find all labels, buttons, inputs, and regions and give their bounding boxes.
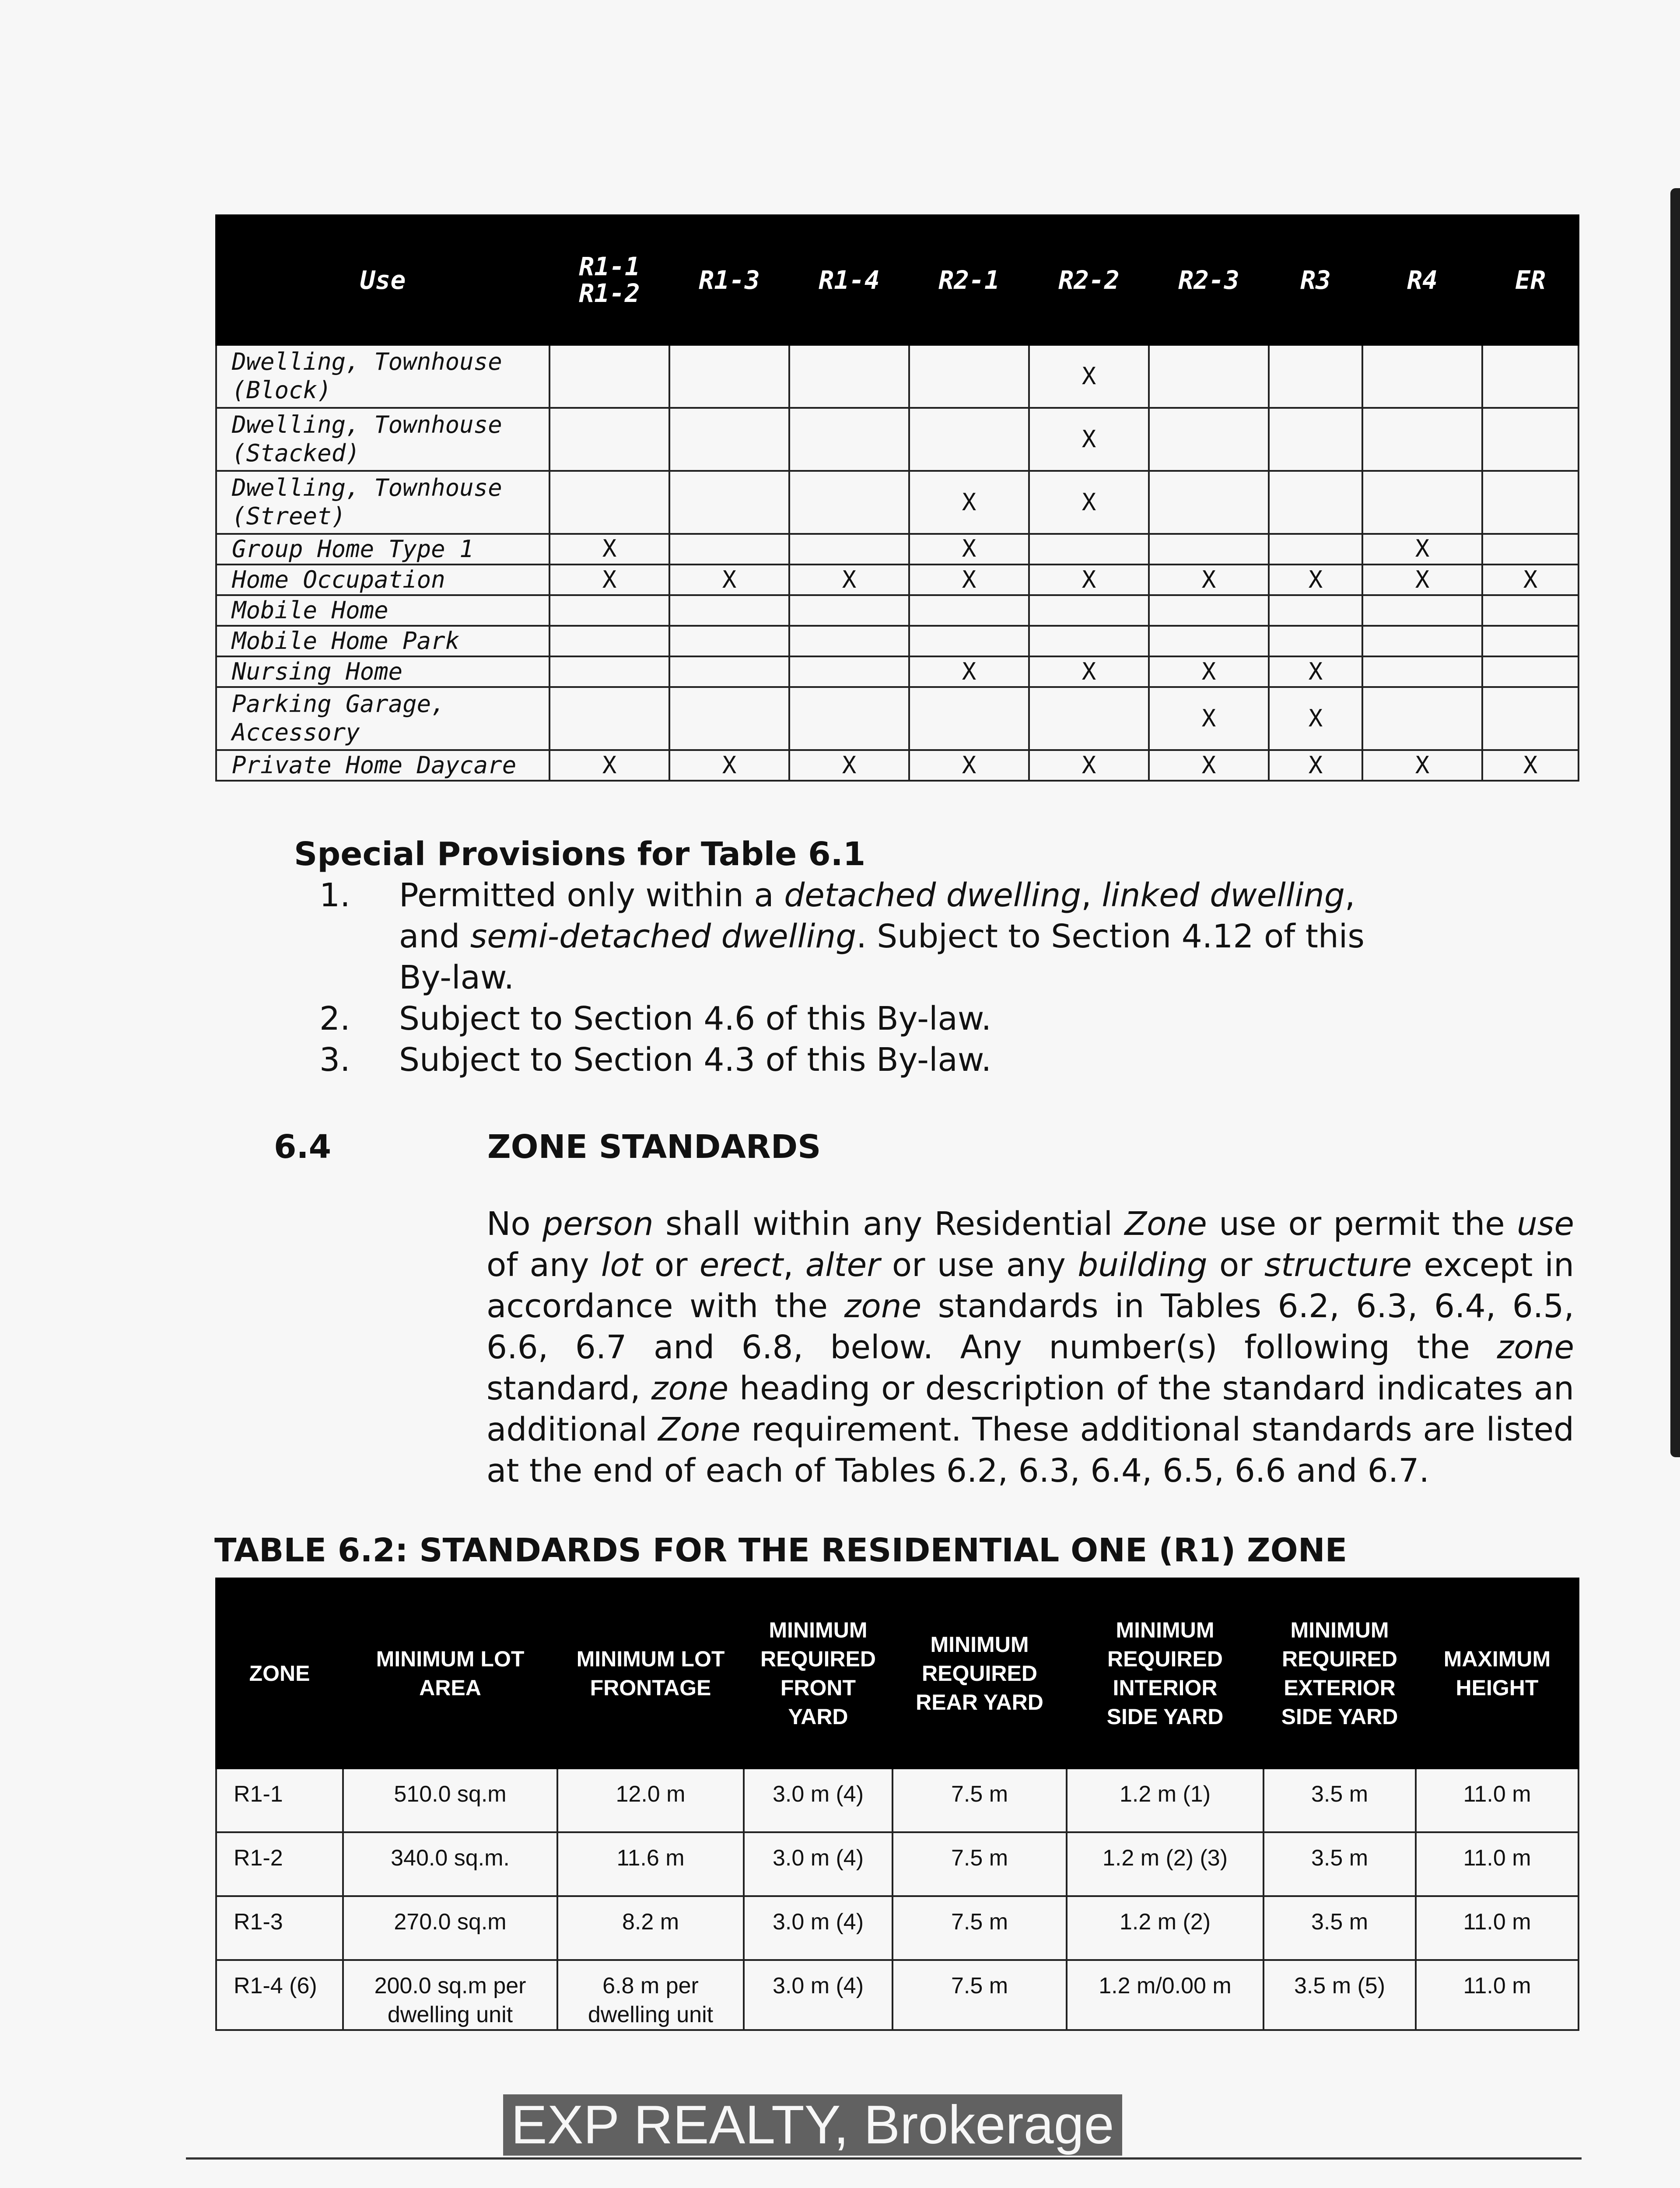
table-row bbox=[216, 471, 1578, 534]
edge-scrollbar[interactable] bbox=[1670, 188, 1680, 1457]
provision-number: 3. bbox=[319, 1041, 350, 1079]
header-cell: Use bbox=[216, 215, 550, 345]
permission-cell bbox=[550, 345, 669, 408]
standard-cell bbox=[1416, 1960, 1578, 2030]
zone-cell bbox=[216, 1768, 343, 1832]
header-label: FRONTAGE bbox=[590, 1676, 711, 1700]
use-label: Nursing Home bbox=[232, 657, 403, 685]
use-label: Dwelling, Townhouse bbox=[232, 474, 502, 502]
use-label: Private Home Daycare bbox=[232, 751, 517, 779]
permission-cell bbox=[1269, 408, 1362, 471]
header-cell bbox=[744, 1578, 892, 1768]
table-row bbox=[216, 626, 1578, 656]
standard-cell bbox=[343, 1768, 557, 1832]
permission-cell bbox=[1149, 595, 1269, 626]
permission-cell bbox=[909, 687, 1029, 750]
standard-cell bbox=[1067, 1960, 1264, 2030]
header-cell: R1-3 bbox=[669, 215, 789, 345]
permission-cell bbox=[789, 687, 909, 750]
zone-standards-table bbox=[215, 1578, 1579, 2031]
permission-cell bbox=[1149, 345, 1269, 408]
header-label: MINIMUM bbox=[1116, 1618, 1214, 1642]
standard-cell bbox=[892, 1896, 1067, 1960]
permission-cell: X bbox=[1269, 750, 1362, 781]
permission-cell bbox=[1149, 408, 1269, 471]
table-row bbox=[216, 1768, 1578, 1832]
text-run: use or permit the bbox=[1207, 1205, 1517, 1243]
permission-cell: X bbox=[1269, 656, 1362, 687]
permission-cell bbox=[1149, 471, 1269, 534]
permission-cell bbox=[669, 687, 789, 750]
permission-cell bbox=[1362, 595, 1482, 626]
header-label: MINIMUM LOT bbox=[376, 1647, 525, 1671]
permission-cell bbox=[550, 471, 669, 534]
permission-cell bbox=[1362, 345, 1482, 408]
permission-cell bbox=[1029, 534, 1149, 565]
permission-cell bbox=[789, 626, 909, 656]
permission-cell bbox=[909, 626, 1029, 656]
text-run: . Subject to Section 4.12 of this bbox=[856, 918, 1365, 955]
permission-cell: X bbox=[909, 471, 1029, 534]
text-run: No bbox=[486, 1205, 542, 1243]
header-cell bbox=[1416, 1578, 1578, 1768]
permission-cell: X bbox=[550, 534, 669, 565]
use-label: (Stacked) bbox=[232, 439, 360, 467]
permission-cell: X bbox=[1149, 565, 1269, 595]
permission-cell bbox=[789, 656, 909, 687]
permission-cell bbox=[909, 408, 1029, 471]
header-cell: R3 bbox=[1269, 215, 1362, 345]
header-cell: R4 bbox=[1362, 215, 1482, 345]
table-row bbox=[216, 1832, 1578, 1896]
permission-cell bbox=[1029, 626, 1149, 656]
use-label: (Street) bbox=[232, 502, 346, 530]
permission-cell bbox=[1482, 345, 1578, 408]
permission-cell bbox=[1482, 534, 1578, 565]
cell-value: 3.0 m (4) bbox=[772, 1909, 864, 1935]
permission-cell bbox=[550, 687, 669, 750]
permission-cell bbox=[1482, 595, 1578, 626]
cell-value: 1.2 m (2) (3) bbox=[1102, 1845, 1228, 1871]
standard-cell bbox=[557, 1768, 744, 1832]
cell-value: dwelling unit bbox=[387, 2002, 513, 2027]
standard-cell bbox=[744, 1832, 892, 1896]
permission-cell: X bbox=[1482, 750, 1578, 781]
permission-cell bbox=[789, 345, 909, 408]
cell-value: 3.0 m (4) bbox=[772, 1845, 864, 1871]
text-run: heading or description of the standard indicates an additional bbox=[486, 1370, 1575, 1448]
use-cell bbox=[216, 534, 550, 565]
permission-cell bbox=[789, 534, 909, 565]
header-label: MAXIMUM bbox=[1443, 1647, 1551, 1671]
permission-cell bbox=[1482, 656, 1578, 687]
table-row bbox=[216, 750, 1578, 781]
permission-cell: X bbox=[1029, 750, 1149, 781]
permission-cell: X bbox=[1029, 656, 1149, 687]
header-label: EXTERIOR bbox=[1284, 1676, 1396, 1700]
use-cell bbox=[216, 565, 550, 595]
use-label: Home Occupation bbox=[232, 565, 445, 593]
provisions-title: Special Provisions for Table 6.1 bbox=[294, 835, 866, 873]
zone-cell bbox=[216, 1896, 343, 1960]
cell-value: 11.0 m bbox=[1463, 1781, 1531, 1807]
text-run: standards in Tables 6.2, 6.3, 6.4, 6.5, 6.6, 6.7 and 6.8, below. Any number(s) following the bbox=[486, 1287, 1574, 1366]
cell-value: R1-4 (6) bbox=[234, 1973, 317, 1999]
permission-cell: X bbox=[1269, 687, 1362, 750]
table-row bbox=[216, 1960, 1578, 2030]
table-row bbox=[216, 565, 1578, 595]
permission-cell bbox=[789, 408, 909, 471]
text-run: requirement. These additional standards are listed at the end of each of Tables 6.2, 6.3, 6.4, 6.5, 6.6 and 6.7. bbox=[486, 1411, 1574, 1490]
text-run: or bbox=[642, 1246, 700, 1284]
permission-cell bbox=[1362, 471, 1482, 534]
permission-cell: X bbox=[1149, 750, 1269, 781]
use-label: Mobile Home Park bbox=[232, 627, 460, 655]
defined-term: erect bbox=[699, 1246, 783, 1284]
header-label: REQUIRED bbox=[1107, 1647, 1223, 1671]
brokerage-watermark: EXP REALTY, Brokerage bbox=[503, 2094, 1122, 2156]
standard-cell bbox=[744, 1960, 892, 2030]
use-cell bbox=[216, 687, 550, 750]
footer-divider bbox=[186, 2157, 1582, 2160]
text-run: , bbox=[783, 1246, 805, 1284]
defined-term: Zone bbox=[658, 1411, 741, 1448]
permission-cell: X bbox=[1149, 687, 1269, 750]
defined-term: zone bbox=[651, 1370, 729, 1407]
permission-cell: X bbox=[1362, 565, 1482, 595]
defined-term: person bbox=[542, 1205, 654, 1243]
permission-cell: X bbox=[1029, 565, 1149, 595]
permission-cell bbox=[669, 408, 789, 471]
table-6-2-title: TABLE 6.2: STANDARDS FOR THE RESIDENTIAL ONE (R1) ZONE bbox=[214, 1532, 1348, 1569]
permission-cell bbox=[909, 345, 1029, 408]
permission-cell bbox=[1269, 626, 1362, 656]
cell-value: R1-3 bbox=[234, 1909, 283, 1935]
header-label: SIDE YARD bbox=[1106, 1704, 1224, 1729]
cell-value: R1-2 bbox=[234, 1845, 283, 1871]
cell-value: 7.5 m bbox=[951, 1781, 1008, 1807]
header-label: REQUIRED bbox=[760, 1647, 876, 1671]
defined-term: structure bbox=[1264, 1246, 1412, 1284]
header-label: R1-1 bbox=[579, 252, 640, 282]
header-label: R1-2 bbox=[579, 278, 640, 308]
use-label: Parking Garage, bbox=[232, 690, 445, 718]
header-cell bbox=[892, 1578, 1067, 1768]
standard-cell bbox=[1264, 1768, 1416, 1832]
header-cell bbox=[343, 1578, 557, 1768]
cell-value: 270.0 sq.m bbox=[394, 1909, 507, 1935]
permission-cell: X bbox=[550, 565, 669, 595]
use-cell bbox=[216, 345, 550, 408]
table-row bbox=[216, 345, 1578, 408]
use-cell bbox=[216, 595, 550, 626]
permission-cell bbox=[1269, 471, 1362, 534]
permission-cell bbox=[1269, 345, 1362, 408]
use-cell bbox=[216, 656, 550, 687]
standard-cell bbox=[744, 1768, 892, 1832]
permission-cell: X bbox=[1029, 345, 1149, 408]
permission-cell bbox=[550, 656, 669, 687]
permission-cell bbox=[550, 408, 669, 471]
standard-cell bbox=[892, 1960, 1067, 2030]
standard-cell bbox=[1264, 1832, 1416, 1896]
permission-cell: X bbox=[1149, 656, 1269, 687]
cell-value: 3.0 m (4) bbox=[772, 1781, 864, 1807]
defined-term: semi-detached dwelling bbox=[470, 918, 857, 955]
permission-cell: X bbox=[1482, 565, 1578, 595]
standard-cell bbox=[557, 1896, 744, 1960]
text-run: except in accordance with the bbox=[486, 1246, 1575, 1325]
permission-cell: X bbox=[550, 750, 669, 781]
permission-cell bbox=[1362, 408, 1482, 471]
permission-cell bbox=[550, 595, 669, 626]
text-run: By-law. bbox=[399, 959, 514, 996]
permitted-uses-table bbox=[215, 214, 1579, 782]
defined-term: zone bbox=[844, 1287, 922, 1325]
text-run: of any bbox=[486, 1246, 601, 1284]
standard-cell bbox=[1067, 1896, 1264, 1960]
cell-value: 11.0 m bbox=[1463, 1909, 1531, 1935]
standard-cell bbox=[1067, 1768, 1264, 1832]
cell-value: 1.2 m (2) bbox=[1119, 1909, 1211, 1935]
permission-cell bbox=[789, 471, 909, 534]
permission-cell bbox=[789, 595, 909, 626]
cell-value: 340.0 sq.m. bbox=[391, 1845, 510, 1871]
provision-text bbox=[399, 875, 1414, 998]
permission-cell: X bbox=[909, 534, 1029, 565]
permission-cell: X bbox=[789, 750, 909, 781]
use-label: (Block) bbox=[232, 376, 332, 404]
use-label: Dwelling, Townhouse bbox=[232, 348, 502, 376]
permission-cell bbox=[669, 345, 789, 408]
cell-value: R1-1 bbox=[234, 1781, 283, 1807]
permission-cell bbox=[1482, 626, 1578, 656]
header-cell: R1-4 bbox=[789, 215, 909, 345]
permission-cell bbox=[1149, 626, 1269, 656]
table-row bbox=[216, 534, 1578, 565]
special-provisions bbox=[294, 834, 1414, 1080]
header-cell: R2-2 bbox=[1029, 215, 1149, 345]
cell-value: 12.0 m bbox=[616, 1781, 686, 1807]
permission-cell: X bbox=[909, 656, 1029, 687]
defined-term: lot bbox=[601, 1246, 643, 1284]
cell-value: 6.8 m per bbox=[602, 1973, 699, 1999]
text-run: or use any bbox=[880, 1246, 1078, 1284]
cell-value: 1.2 m (1) bbox=[1119, 1781, 1211, 1807]
header-label: FRONT bbox=[780, 1676, 856, 1700]
permission-cell bbox=[1149, 534, 1269, 565]
defined-term: use bbox=[1517, 1205, 1574, 1243]
header-cell bbox=[216, 1578, 343, 1768]
text-run: shall within any Residential bbox=[653, 1205, 1125, 1243]
permission-cell: X bbox=[1269, 565, 1362, 595]
cell-value: 200.0 sq.m per bbox=[374, 1973, 526, 1999]
provision-text: Subject to Section 4.6 of this By-law. bbox=[399, 1000, 992, 1038]
standard-cell bbox=[1067, 1832, 1264, 1896]
header-label: MINIMUM LOT bbox=[576, 1647, 725, 1671]
section-paragraph bbox=[486, 1203, 1574, 1491]
permission-cell bbox=[909, 595, 1029, 626]
defined-term: detached dwelling bbox=[784, 877, 1082, 914]
permission-cell: X bbox=[1362, 534, 1482, 565]
header-label: MINIMUM bbox=[930, 1632, 1029, 1657]
permission-cell: X bbox=[909, 565, 1029, 595]
header-label: INTERIOR bbox=[1113, 1676, 1218, 1700]
permission-cell bbox=[1362, 687, 1482, 750]
section-title: ZONE STANDARDS bbox=[487, 1128, 821, 1166]
header-label: REQUIRED bbox=[922, 1661, 1037, 1686]
header-label: MINIMUM bbox=[769, 1618, 868, 1642]
permission-cell bbox=[669, 656, 789, 687]
permission-cell: X bbox=[669, 750, 789, 781]
cell-value: 7.5 m bbox=[951, 1973, 1008, 1999]
provision-item bbox=[294, 998, 1414, 1039]
cell-value: 3.5 m (5) bbox=[1294, 1973, 1386, 1999]
standard-cell bbox=[744, 1896, 892, 1960]
permission-cell bbox=[1362, 656, 1482, 687]
standard-cell bbox=[1264, 1960, 1416, 2030]
cell-value: dwelling unit bbox=[588, 2002, 714, 2027]
header-cell bbox=[550, 215, 669, 345]
provision-item bbox=[294, 1039, 1414, 1080]
zone-cell bbox=[216, 1960, 343, 2030]
provision-number: 1. bbox=[319, 877, 350, 914]
provision-item bbox=[294, 875, 1414, 998]
defined-term: building bbox=[1078, 1246, 1208, 1284]
use-label: Mobile Home bbox=[232, 596, 388, 624]
defined-term: alter bbox=[805, 1246, 880, 1284]
use-cell bbox=[216, 471, 550, 534]
permission-cell bbox=[1029, 595, 1149, 626]
header-label: AREA bbox=[419, 1676, 481, 1700]
cell-value: 3.0 m (4) bbox=[772, 1973, 864, 1999]
header-label: HEIGHT bbox=[1456, 1676, 1539, 1700]
permission-cell bbox=[669, 471, 789, 534]
zone-standards-body bbox=[216, 1768, 1578, 2030]
text-run: , bbox=[1081, 877, 1102, 914]
table-row bbox=[216, 1896, 1578, 1960]
header-cell bbox=[1264, 1578, 1416, 1768]
defined-term: zone bbox=[1497, 1329, 1574, 1366]
cell-value: 3.5 m bbox=[1311, 1781, 1368, 1807]
standard-cell bbox=[1416, 1896, 1578, 1960]
use-cell bbox=[216, 408, 550, 471]
cell-value: 1.2 m/0.00 m bbox=[1099, 1973, 1232, 1999]
use-cell bbox=[216, 750, 550, 781]
defined-term: linked dwelling bbox=[1102, 877, 1345, 914]
permission-cell: X bbox=[1362, 750, 1482, 781]
standard-cell bbox=[1416, 1832, 1578, 1896]
text-run: and bbox=[399, 918, 470, 955]
permission-cell: X bbox=[1029, 471, 1149, 534]
cell-value: 11.6 m bbox=[616, 1845, 685, 1871]
cell-value: 8.2 m bbox=[622, 1909, 679, 1935]
permission-cell bbox=[1482, 687, 1578, 750]
permission-cell bbox=[669, 595, 789, 626]
text-run: or bbox=[1207, 1246, 1264, 1284]
permission-cell bbox=[1269, 595, 1362, 626]
permission-cell: X bbox=[1029, 408, 1149, 471]
permitted-uses-body bbox=[216, 345, 1578, 781]
header-cell bbox=[557, 1578, 744, 1768]
permission-cell: X bbox=[909, 750, 1029, 781]
permission-cell bbox=[1269, 534, 1362, 565]
standard-cell bbox=[892, 1768, 1067, 1832]
table-row bbox=[216, 687, 1578, 750]
table-header-row bbox=[216, 215, 1578, 345]
use-label: Dwelling, Townhouse bbox=[232, 411, 502, 439]
zone-cell bbox=[216, 1832, 343, 1896]
header-label: REAR YARD bbox=[916, 1690, 1043, 1715]
use-label: Accessory bbox=[232, 719, 360, 746]
cell-value: 3.5 m bbox=[1311, 1845, 1368, 1871]
header-label: MINIMUM bbox=[1290, 1618, 1389, 1642]
standard-cell bbox=[343, 1832, 557, 1896]
standard-cell bbox=[1416, 1768, 1578, 1832]
table-row bbox=[216, 408, 1578, 471]
permission-cell: X bbox=[789, 565, 909, 595]
text-run: , bbox=[1344, 877, 1355, 914]
permission-cell bbox=[1482, 408, 1578, 471]
cell-value: 7.5 m bbox=[951, 1845, 1008, 1871]
cell-value: 11.0 m bbox=[1463, 1973, 1531, 1999]
provision-number: 2. bbox=[319, 1000, 350, 1038]
header-label: ZONE bbox=[249, 1661, 310, 1686]
standard-cell bbox=[557, 1832, 744, 1896]
header-cell: R2-1 bbox=[909, 215, 1029, 345]
permission-cell bbox=[669, 626, 789, 656]
permission-cell bbox=[550, 626, 669, 656]
standard-cell bbox=[343, 1960, 557, 2030]
header-label: YARD bbox=[788, 1704, 848, 1729]
header-cell: R2-3 bbox=[1149, 215, 1269, 345]
standard-cell bbox=[343, 1896, 557, 1960]
table-row bbox=[216, 656, 1578, 687]
section-number: 6.4 bbox=[274, 1128, 332, 1166]
header-cell bbox=[1067, 1578, 1264, 1768]
defined-term: Zone bbox=[1124, 1205, 1207, 1243]
table-row bbox=[216, 595, 1578, 626]
provision-text: Subject to Section 4.3 of this By-law. bbox=[399, 1041, 992, 1079]
use-cell bbox=[216, 626, 550, 656]
standard-cell bbox=[557, 1960, 744, 2030]
table-header-row bbox=[216, 1578, 1578, 1768]
text-run: standard, bbox=[486, 1370, 651, 1407]
standard-cell bbox=[892, 1832, 1067, 1896]
standard-cell bbox=[1264, 1896, 1416, 1960]
cell-value: 510.0 sq.m bbox=[394, 1781, 507, 1807]
header-label: REQUIRED bbox=[1282, 1647, 1397, 1671]
permission-cell bbox=[669, 534, 789, 565]
cell-value: 7.5 m bbox=[951, 1909, 1008, 1935]
header-cell: ER bbox=[1482, 215, 1578, 345]
header-label: SIDE YARD bbox=[1281, 1704, 1398, 1729]
permission-cell bbox=[1482, 471, 1578, 534]
permission-cell bbox=[1029, 687, 1149, 750]
use-label: Group Home Type 1 bbox=[232, 535, 474, 563]
permission-cell: X bbox=[669, 565, 789, 595]
cell-value: 3.5 m bbox=[1311, 1909, 1368, 1935]
permission-cell bbox=[1362, 626, 1482, 656]
text-run: Permitted only within a bbox=[399, 877, 784, 914]
cell-value: 11.0 m bbox=[1463, 1845, 1531, 1871]
